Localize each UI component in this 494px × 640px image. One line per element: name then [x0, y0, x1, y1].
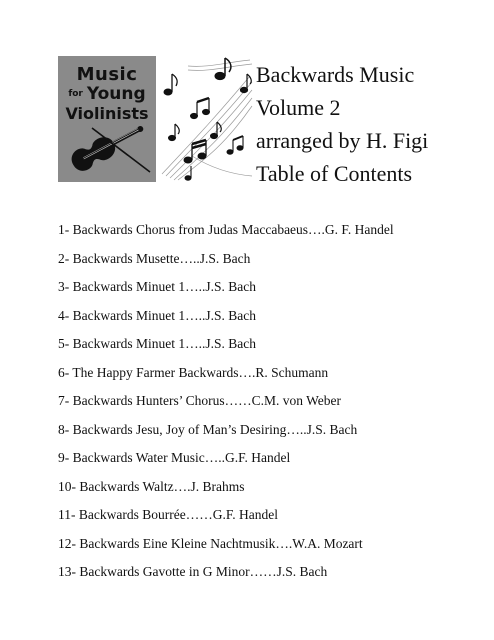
toc-item: 12- Backwards Eine Kleine Nachtmusik….W.A. Mozart: [58, 535, 363, 551]
title-toc: Table of Contents: [256, 161, 413, 186]
toc-item: 7- Backwards Hunters’ Chorus……C.M. von Weber: [58, 393, 341, 408]
table-of-contents: [58, 216, 478, 587]
toc-item: 8- Backwards Jesu, Joy of Man’s Desiring…..J.S. Bach: [58, 421, 358, 437]
music-notes-graphic: [158, 56, 254, 182]
toc-item: 3- Backwards Minuet 1…..J.S. Bach: [58, 279, 256, 294]
logo-for: for: [68, 88, 83, 99]
violin-icon: [62, 120, 152, 180]
toc-item: 13- Backwards Gavotte in G Minor……J.S. Bach: [58, 564, 328, 579]
toc-item: 11- Backwards Bourrée……G.F. Handel: [58, 507, 278, 522]
toc-item: 9- Backwards Water Music…..G.F. Handel: [58, 450, 291, 465]
toc-item: 2- Backwards Musette…..J.S. Bach: [58, 250, 251, 266]
title-main: Backwards Music: [256, 62, 415, 87]
toc-item: 6- The Happy Farmer Backwards….R. Schumann: [58, 364, 329, 380]
title-volume: Volume 2: [256, 95, 341, 120]
title-block: [256, 58, 428, 190]
logo-young: Young: [86, 84, 146, 104]
logo: [58, 56, 156, 182]
header: [58, 56, 458, 186]
title-arranger: arranged by H. Figi: [256, 128, 429, 153]
toc-item: 5- Backwards Minuet 1…..J.S. Bach: [58, 336, 256, 351]
logo-line-young: [58, 86, 156, 103]
logo-line-violinists: Violinists: [65, 104, 149, 123]
logo-text: [58, 66, 156, 122]
toc-item: 1- Backwards Chorus from Judas Maccabaeus….G. F. Handel: [58, 222, 394, 237]
toc-item: 4- Backwards Minuet 1…..J.S. Bach: [58, 307, 256, 323]
toc-item: 10- Backwards Waltz….J. Brahms: [58, 478, 245, 494]
logo-line-music: Music: [76, 64, 138, 85]
